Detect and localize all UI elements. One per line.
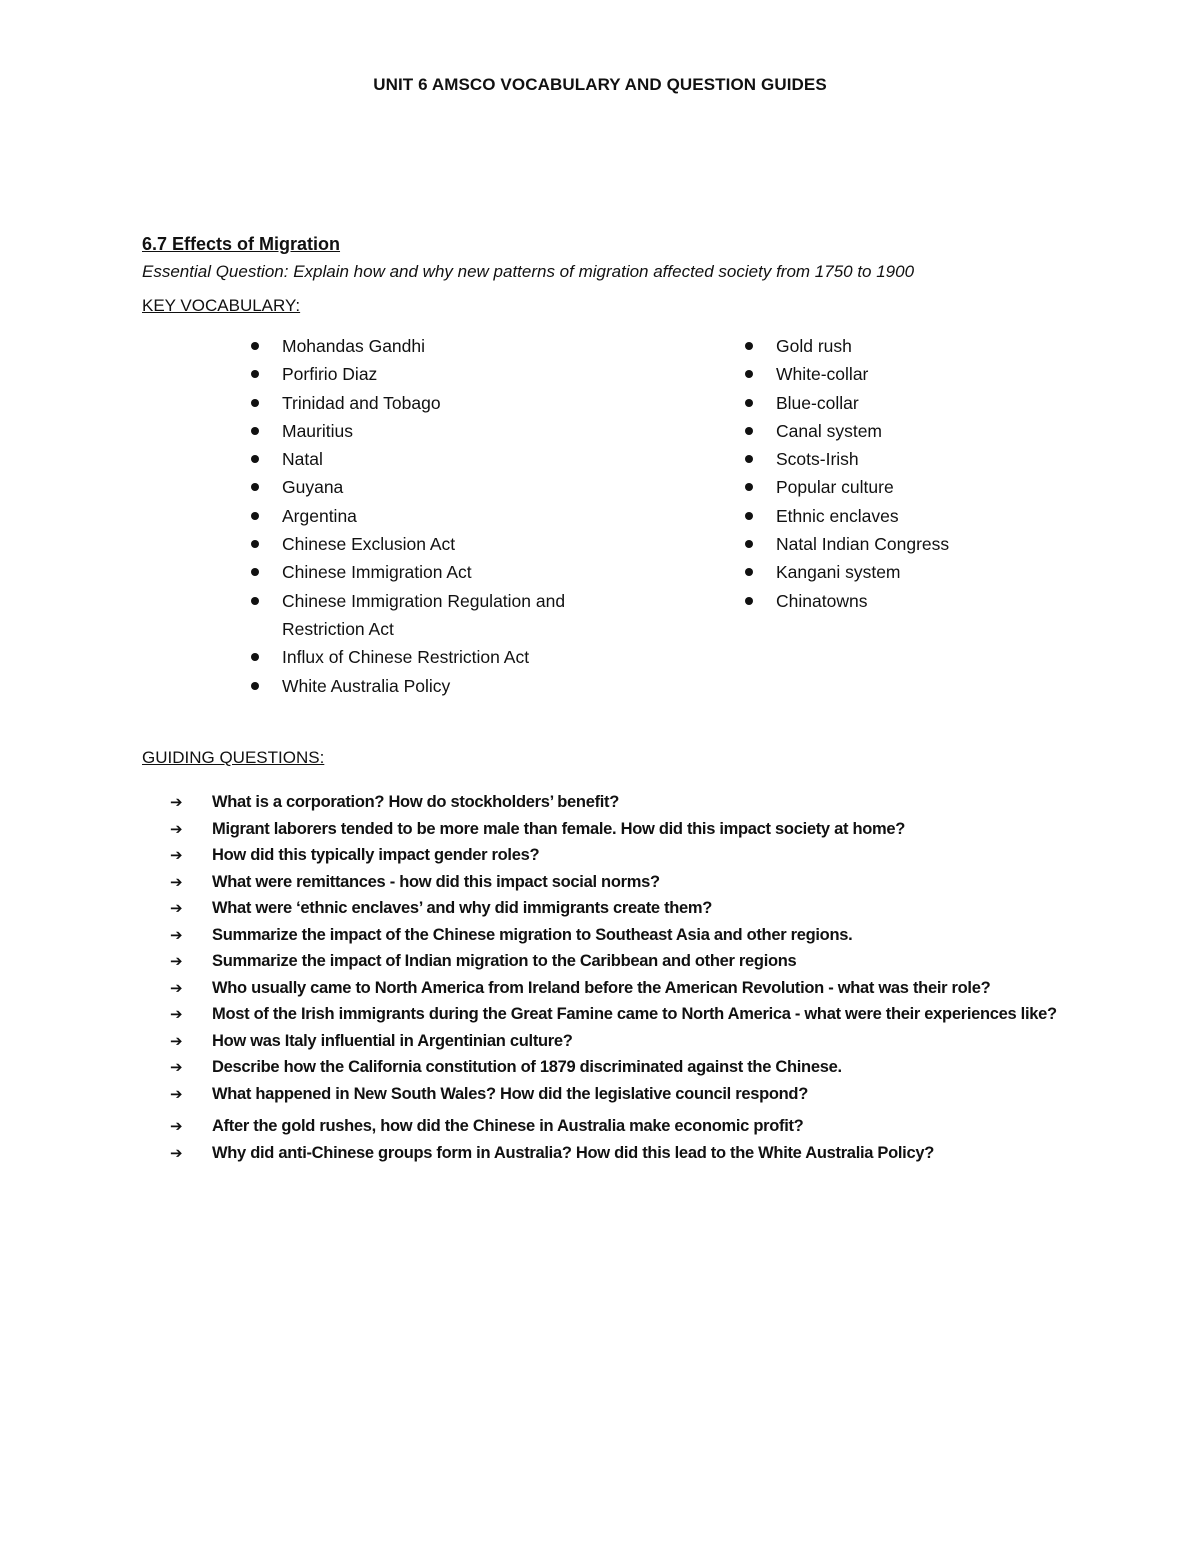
vocabulary-term: Ethnic enclaves <box>776 505 899 526</box>
bullet-icon <box>745 540 753 548</box>
vocabulary-item <box>246 672 586 700</box>
vocabulary-item <box>740 332 1080 360</box>
vocabulary-item <box>246 445 586 473</box>
bullet-icon <box>745 483 753 491</box>
arrow-bullet-icon: ➔ <box>170 1031 183 1050</box>
vocabulary-term: Mauritius <box>282 420 353 441</box>
bullet-icon <box>251 427 259 435</box>
vocabulary-item <box>740 530 1080 558</box>
vocabulary-item <box>246 530 586 558</box>
guiding-question-text: Migrant laborers tended to be more male than female. How did this impact society at home? <box>212 819 906 838</box>
vocabulary-term: Canal system <box>776 420 883 441</box>
guiding-question-text: What is a corporation? How do stockholders’ benefit? <box>212 793 620 811</box>
bullet-icon <box>251 568 259 576</box>
vocabulary-term: Chinese Exclusion Act <box>282 534 456 555</box>
vocabulary-term: Mohandas Gandhi <box>282 336 426 356</box>
arrow-bullet-icon: ➔ <box>170 1058 183 1076</box>
vocabulary-right-column <box>740 332 1080 615</box>
arrow-bullet-icon: ➔ <box>170 819 183 838</box>
section-effects-of-migration <box>142 232 1102 712</box>
guiding-question-text: What were remittances - how did this impact social norms? <box>212 872 660 891</box>
guiding-question <box>170 1028 1090 1055</box>
guiding-question <box>170 922 1090 949</box>
vocabulary-item <box>246 360 586 388</box>
bullet-icon <box>251 483 259 491</box>
arrow-bullet-icon: ➔ <box>170 978 183 997</box>
bullet-icon <box>745 399 753 407</box>
guiding-question <box>170 895 1090 922</box>
arrow-bullet-icon: ➔ <box>170 952 183 970</box>
guiding-question <box>170 1081 1090 1108</box>
bullet-icon <box>251 342 259 350</box>
bullet-icon <box>251 512 259 520</box>
arrow-bullet-icon: ➔ <box>170 899 183 917</box>
bullet-icon <box>745 370 753 378</box>
essential-question-label: Essential Question: <box>142 262 289 281</box>
bullet-icon <box>251 540 259 548</box>
bullet-icon <box>251 682 259 690</box>
vocabulary-term: Natal Indian Congress <box>776 534 950 555</box>
vocabulary-term: Argentina <box>282 505 357 526</box>
bullet-icon <box>745 568 753 576</box>
guiding-question <box>170 948 1090 975</box>
essential-question-text: Explain how and why new patterns of migration affected society from 1750 to 1900 <box>288 262 915 281</box>
guiding-question <box>170 1113 1090 1140</box>
vocabulary-term: White-collar <box>776 364 869 385</box>
arrow-bullet-icon: ➔ <box>170 1084 183 1103</box>
guiding-question-text: How was Italy influential in Argentinian culture? <box>212 1031 573 1050</box>
guiding-question <box>170 789 1090 816</box>
arrow-bullet-icon: ➔ <box>170 1117 183 1135</box>
guiding-question-text: What happened in New South Wales? How did the legislative council respond? <box>212 1084 808 1103</box>
guiding-questions-list <box>170 789 1090 1166</box>
bullet-icon <box>745 427 753 435</box>
bullet-icon <box>251 653 259 661</box>
key-vocabulary-label: KEY VOCABULARY: <box>142 296 301 315</box>
vocabulary-item <box>740 417 1080 445</box>
guiding-question-text: Describe how the California constitution of 1879 discriminated against the Chinese. <box>212 1058 842 1076</box>
bullet-icon <box>745 597 753 605</box>
vocabulary-item <box>740 502 1080 530</box>
guiding-question <box>170 1001 1090 1028</box>
document-title: UNIT 6 AMSCO VOCABULARY AND QUESTION GUIDES <box>373 75 827 94</box>
vocabulary-item <box>246 643 586 671</box>
guiding-question-text: After the gold rushes, how did the Chinese in Australia make economic profit? <box>212 1117 804 1135</box>
guiding-questions-label: GUIDING QUESTIONS: <box>142 748 325 767</box>
guiding-question-text: What were ‘ethnic enclaves’ and why did immigrants create them? <box>212 899 713 917</box>
bullet-icon <box>251 455 259 463</box>
guiding-question <box>170 816 1090 843</box>
vocabulary-item <box>246 389 586 417</box>
vocabulary-term: Gold rush <box>776 336 852 356</box>
guiding-question-text: Summarize the impact of the Chinese migration to Southeast Asia and other regions. <box>212 925 853 944</box>
guiding-question-text: Why did anti-Chinese groups form in Australia? How did this lead to the White Australia Policy? <box>212 1143 935 1162</box>
arrow-bullet-icon: ➔ <box>170 925 183 944</box>
vocabulary-term: Influx of Chinese Restriction Act <box>282 647 530 668</box>
bullet-icon <box>745 342 753 350</box>
vocabulary-left-column <box>246 332 586 700</box>
vocabulary-term: Trinidad and Tobago <box>282 392 441 413</box>
essential-question <box>142 260 1102 284</box>
arrow-bullet-icon: ➔ <box>170 793 183 811</box>
vocabulary-item <box>740 360 1080 388</box>
guiding-question <box>170 869 1090 896</box>
bullet-icon <box>745 512 753 520</box>
vocabulary-item <box>246 473 586 501</box>
vocabulary-item <box>246 502 586 530</box>
guiding-question-text: Summarize the impact of Indian migration to the Caribbean and other regions <box>212 952 797 970</box>
vocabulary-term: Kangani system <box>776 562 901 583</box>
vocabulary-term: Scots-Irish <box>776 449 859 470</box>
vocabulary-item <box>740 558 1080 586</box>
vocabulary-item <box>246 417 586 445</box>
guiding-question-text: Most of the Irish immigrants during the Great Famine came to North America - what were their experiences like? <box>212 1005 1057 1023</box>
vocabulary-item <box>740 587 1080 615</box>
guiding-question-text: Who usually came to North America from Ireland before the American Revolution - what was their role? <box>212 978 991 997</box>
vocabulary-item <box>246 587 586 644</box>
vocabulary-item <box>740 473 1080 501</box>
arrow-bullet-icon: ➔ <box>170 872 183 891</box>
guiding-question <box>170 1140 1090 1167</box>
bullet-icon <box>745 455 753 463</box>
vocabulary-term: Chinatowns <box>776 590 868 611</box>
guiding-question <box>170 1054 1090 1081</box>
vocabulary-item <box>740 445 1080 473</box>
vocabulary-item <box>740 389 1080 417</box>
guiding-question <box>170 842 1090 869</box>
vocabulary-term: White Australia Policy <box>282 675 451 696</box>
bullet-icon <box>251 399 259 407</box>
vocabulary-item <box>246 332 586 360</box>
vocabulary-item <box>246 558 586 586</box>
arrow-bullet-icon: ➔ <box>170 1005 183 1023</box>
vocabulary-term: Blue-collar <box>776 392 859 413</box>
vocabulary-term: Natal <box>282 449 323 470</box>
arrow-bullet-icon: ➔ <box>170 1143 183 1162</box>
guiding-question-text: How did this typically impact gender roles? <box>212 846 540 864</box>
vocabulary-term: Chinese Immigration Regulation and Restriction Act <box>282 590 566 639</box>
vocabulary-term: Guyana <box>282 477 344 498</box>
vocabulary-term: Chinese Immigration Act <box>282 562 472 583</box>
vocabulary-term: Porfirio Diaz <box>282 364 378 385</box>
vocabulary-columns <box>142 332 1102 712</box>
vocabulary-term: Popular culture <box>776 477 894 498</box>
bullet-icon <box>251 370 259 378</box>
arrow-bullet-icon: ➔ <box>170 846 183 864</box>
guiding-question <box>170 975 1090 1002</box>
bullet-icon <box>251 597 259 605</box>
section-heading: 6.7 Effects of Migration <box>142 234 341 254</box>
